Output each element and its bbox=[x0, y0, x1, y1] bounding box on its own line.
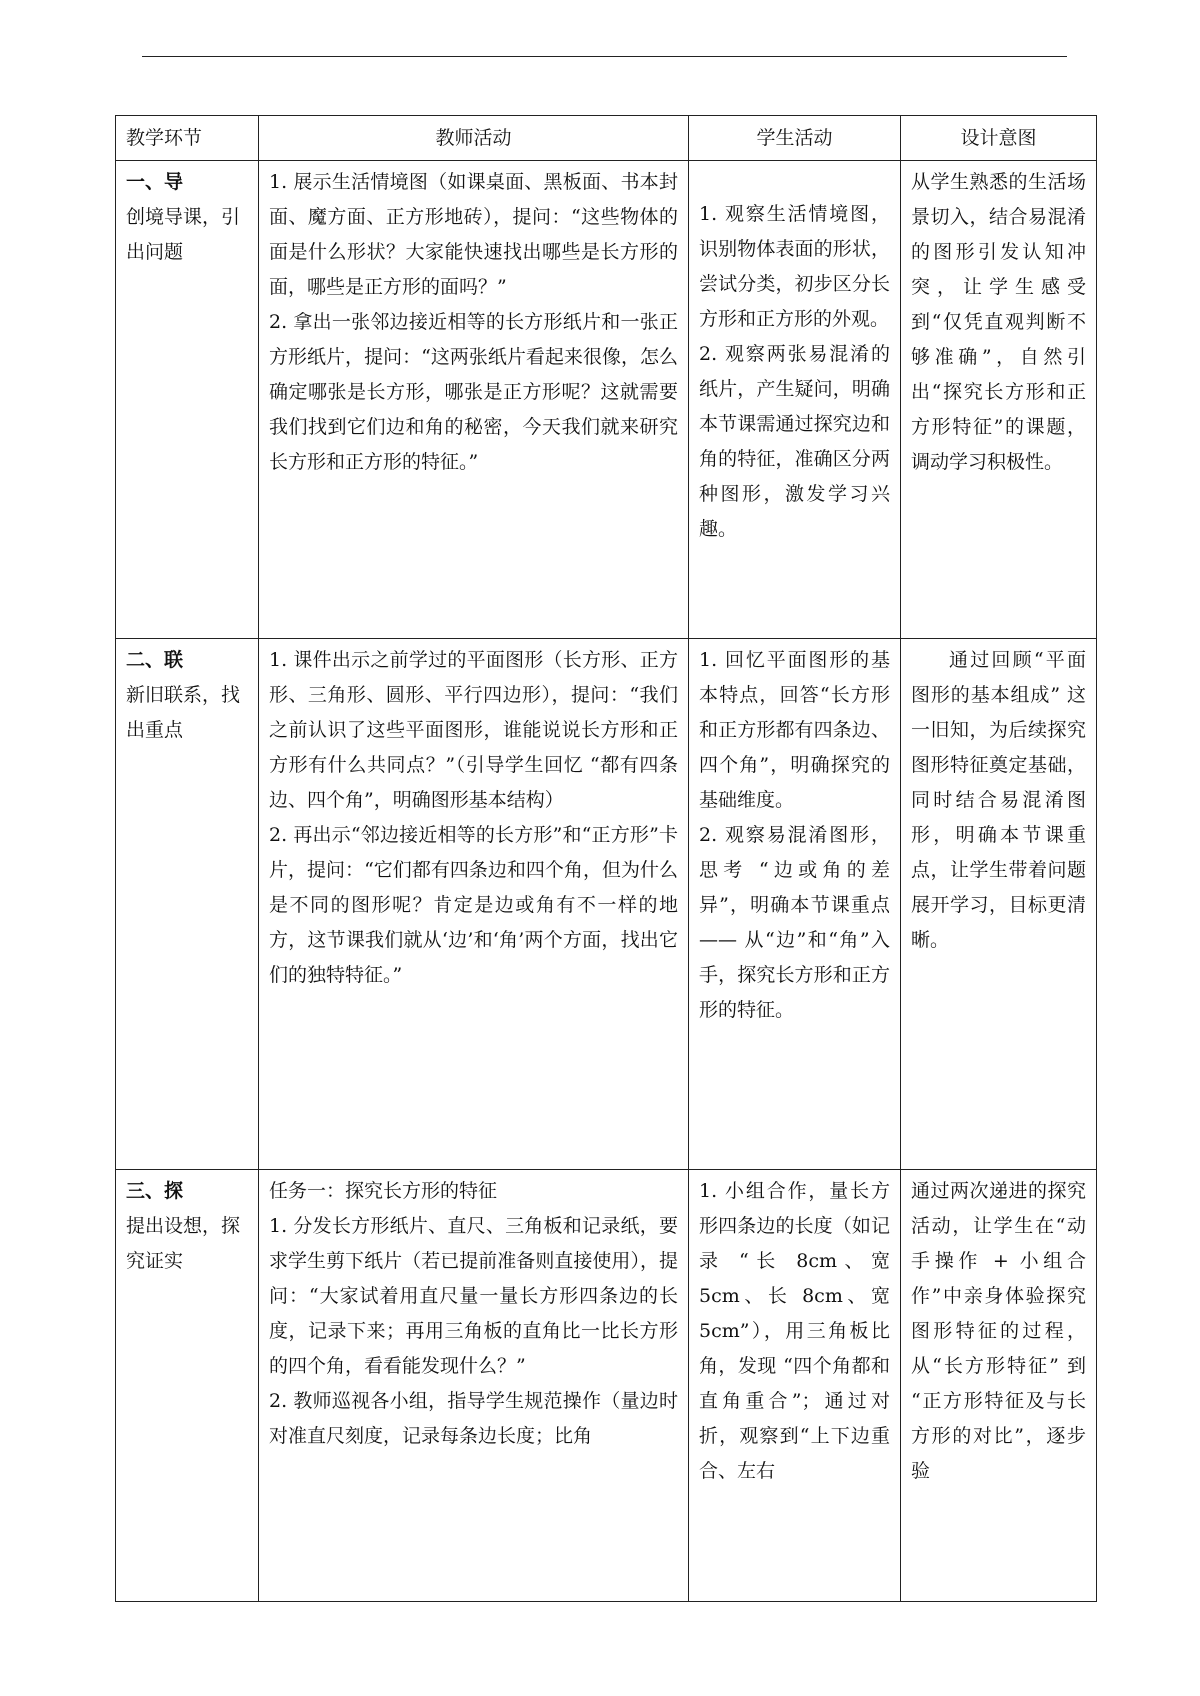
design-intent-cell bbox=[901, 1170, 1097, 1602]
header-student: 学生活动 bbox=[689, 116, 901, 161]
student-activity-cell bbox=[689, 161, 901, 639]
stage-title: 二、联 bbox=[126, 649, 184, 671]
header-teacher: 教师活动 bbox=[259, 116, 689, 161]
design-paragraph: 通过两次递进的探究活动，让学生在“动手操作 + 小组合作”中亲身体验探究图形特征的过程，从“长方形特征” 到 “正方形特征及与长方形的对比”，逐步验 bbox=[911, 1180, 1086, 1482]
student-activity-cell bbox=[689, 639, 901, 1170]
student-paragraph: 2. 观察易混淆图形，思考 “边或角的差异”，明确本节课重点 —— 从“边”和“角”入手，探究长方形和正方形的特征。 bbox=[699, 824, 890, 1021]
teacher-paragraph: 1. 展示生活情境图（如课桌面、黑板面、书本封面、魔方面、正方形地砖），提问：“这些物体的面是什么形状？大家能快速找出哪些是长方形的面，哪些是正方形的面吗？” bbox=[269, 171, 678, 298]
student-activity-cell bbox=[689, 1170, 901, 1602]
design-paragraph: 从学生熟悉的生活场景切入，结合易混淆的图形引发认知冲突，让学生感受到“仅凭直观判断不够准确”，自然引出“探究长方形和正方形特征”的课题，调动学习积极性。 bbox=[911, 171, 1086, 473]
stage-cell bbox=[116, 639, 259, 1170]
stage-cell bbox=[116, 1170, 259, 1602]
stage-title: 一、导 bbox=[126, 171, 184, 193]
student-paragraph: 1. 回忆平面图形的基本特点，回答“长方形和正方形都有四条边、四个角”，明确探究的基础维度。 bbox=[699, 649, 890, 811]
teacher-paragraph: 2. 再出示“邻边接近相等的长方形”和“正方形”卡片，提问：“它们都有四条边和四个角，但为什么是不同的图形呢？肯定是边或角有不一样的地方，这节课我们就从‘边’和‘角’两个方面，找出它们的独特特征。” bbox=[269, 824, 678, 986]
design-intent-cell bbox=[901, 161, 1097, 639]
teacher-activity-cell bbox=[259, 639, 689, 1170]
stage-subtitle: 新旧联系，找出重点 bbox=[126, 684, 241, 741]
header-rule bbox=[142, 56, 1067, 57]
table-header-row bbox=[116, 116, 1097, 161]
header-stage: 教学环节 bbox=[116, 116, 259, 161]
stage-title: 三、探 bbox=[126, 1180, 184, 1202]
student-paragraph: 1. 小组合作，量长方形四条边的长度（如记录 “长 8cm、宽 5cm、长 8cm、宽 5cm”），用三角板比角，发现 “四个角都和直角重合”；通过对折，观察到“上下边重合、左右 bbox=[699, 1180, 890, 1482]
student-paragraph: 1. 观察生活情境图，识别物体表面的形状，尝试分类，初步区分长方形和正方形的外观。 bbox=[699, 203, 890, 330]
table-row bbox=[116, 1170, 1097, 1602]
teacher-task-heading: 任务一：探究长方形的特征 bbox=[269, 1180, 498, 1202]
teacher-paragraph: 2. 教师巡视各小组，指导学生规范操作（量边时对准直尺刻度，记录每条边长度；比角 bbox=[269, 1390, 678, 1447]
stage-subtitle: 提出设想，探究证实 bbox=[126, 1215, 241, 1272]
header-design: 设计意图 bbox=[901, 116, 1097, 161]
teacher-activity-cell bbox=[259, 1170, 689, 1602]
design-paragraph: 通过回顾“平面图形的基本组成” 这一旧知，为后续探究图形特征奠定基础，同时结合易混淆图形，明确本节课重点，让学生带着问题展开学习，目标更清晰。 bbox=[911, 649, 1086, 951]
teacher-paragraph: 1. 分发长方形纸片、直尺、三角板和记录纸，要求学生剪下纸片（若已提前准备则直接使用），提问：“大家试着用直尺量一量长方形四条边的长度，记录下来；再用三角板的直角比一比长方形的四个角，看看能发现什么？” bbox=[269, 1215, 678, 1377]
teacher-paragraph: 2. 拿出一张邻边接近相等的长方形纸片和一张正方形纸片，提问：“这两张纸片看起来很像，怎么确定哪张是长方形，哪张是正方形呢？这就需要我们找到它们边和角的秘密，今天我们就来研究长方形和正方形的特征。” bbox=[269, 311, 678, 473]
student-paragraph: 2. 观察两张易混淆的纸片，产生疑问，明确本节课需通过探究边和角的特征，准确区分两种图形，激发学习兴趣。 bbox=[699, 343, 890, 540]
stage-subtitle: 创境导课，引出问题 bbox=[126, 206, 241, 263]
teacher-paragraph: 1. 课件出示之前学过的平面图形（长方形、正方形、三角形、圆形、平行四边形），提问：“我们之前认识了这些平面图形，谁能说说长方形和正方形有什么共同点？”（引导学生回忆 “都有四条边、四个角”，明确图形基本结构） bbox=[269, 649, 678, 811]
teacher-activity-cell bbox=[259, 161, 689, 639]
stage-cell bbox=[116, 161, 259, 639]
lesson-plan-table bbox=[115, 115, 1097, 1602]
design-intent-cell bbox=[901, 639, 1097, 1170]
table-row bbox=[116, 161, 1097, 639]
table-row bbox=[116, 639, 1097, 1170]
